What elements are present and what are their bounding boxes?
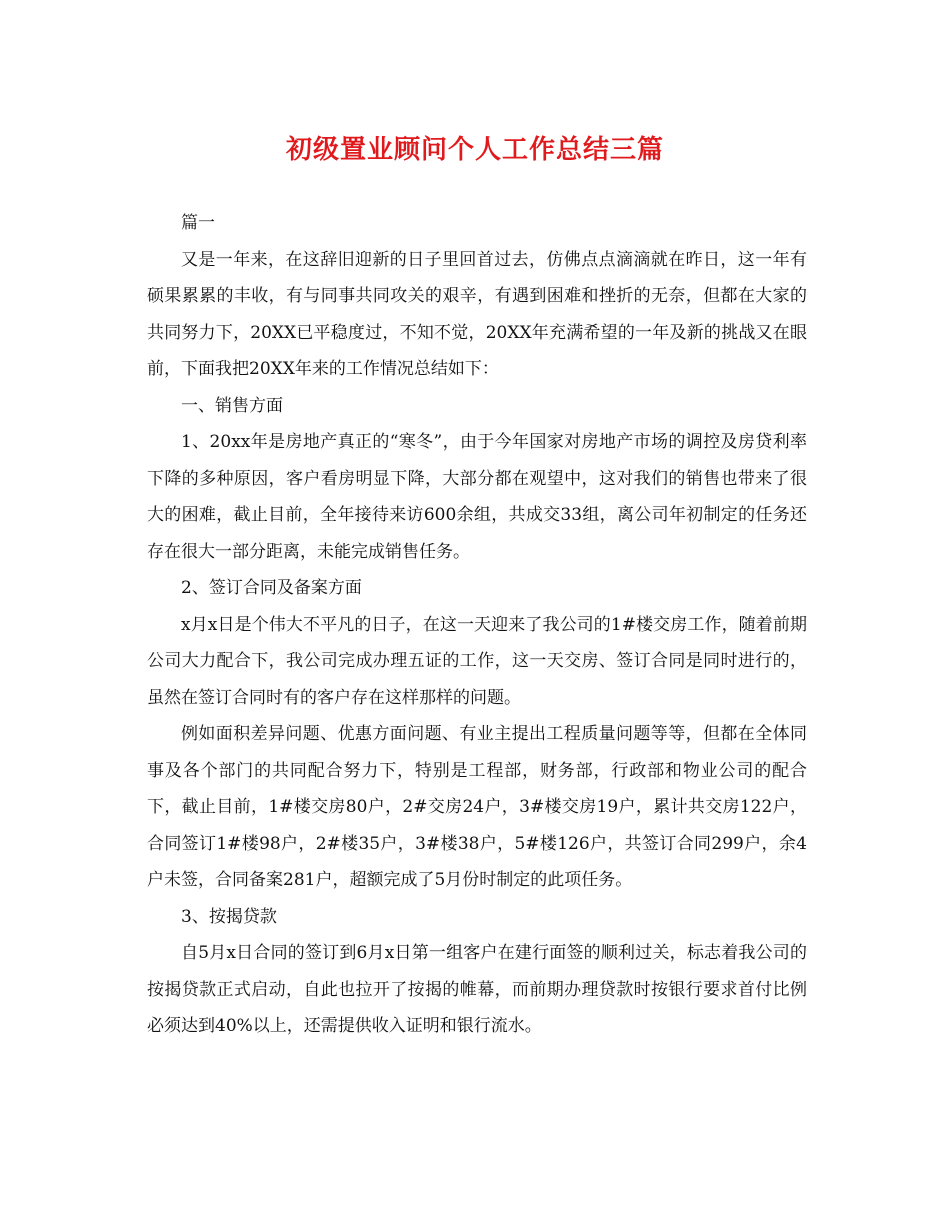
document-body xyxy=(147,205,807,1045)
section-heading-part-one: 篇一 xyxy=(181,213,215,233)
intro-paragraph: 又是一年来，在这辞旧迎新的日子里回首过去，仿佛点点滴滴就在昨日，这一年有硕果累累的丰收，有与同事共同攻关的艰辛，有遇到困难和挫折的无奈，但都在大家的共同努力下，20XX已平稳度过，不知不觉，20XX年充满希望的一年及新的挑战又在眼前，下面我把20XX年来的工作情况总结如下： xyxy=(147,249,807,379)
mortgage-paragraph: 自5月x日合同的签订到6月x日第一组客户在建行面签的顺利过关，标志着我公司的按揭贷款正式启动，自此也拉开了按揭的帷幕，而前期办理贷款时按银行要求首付比例必须达到40%以上，还需提供收入证明和银行流水。 xyxy=(147,943,807,1036)
handover-paragraph: x月x日是个伟大不平凡的日子，在这一天迎来了我公司的1#楼交房工作，随着前期公司大力配合下，我公司完成办理五证的工作，这一天交房、签订合同是同时进行的，虽然在签订合同时有的客户存在这样那样的问题。 xyxy=(147,614,807,708)
sales-paragraph: 1、20xx年是房地产真正的“寒冬”，由于今年国家对房地产市场的调控及房贷利率下降的多种原因，客户看房明显下降，大部分都在观望中，这对我们的销售也带来了很大的困难，截止目前，全年接待来访600余组，共成交33组，离公司年初制定的任务还存在很大一部分距离，未能完成销售任务。 xyxy=(147,432,807,562)
document-title: 初级置业顾问个人工作总结三篇 xyxy=(285,135,664,165)
contracts-paragraph: 例如面积差异问题、优惠方面问题、有业主提出工程质量问题等等，但都在全体同事及各个部门的共同配合努力下，特别是工程部，财务部，行政部和物业公司的配合下，截止目前，1#楼交房80户，2#交房24户，3#楼交房19户，累计共交房122户，合同签订1#楼98户，2#楼35户，3#楼38户，5#楼126户，共签订合同299户，余4户未签，合同备案281户，超额完成了5月份时制定的此项任务。 xyxy=(147,724,807,890)
section-heading-contracts: 2、签订合同及备案方面 xyxy=(181,578,362,598)
section-heading-sales: 一、销售方面 xyxy=(181,395,283,416)
section-heading-mortgage: 3、按揭贷款 xyxy=(181,906,277,927)
